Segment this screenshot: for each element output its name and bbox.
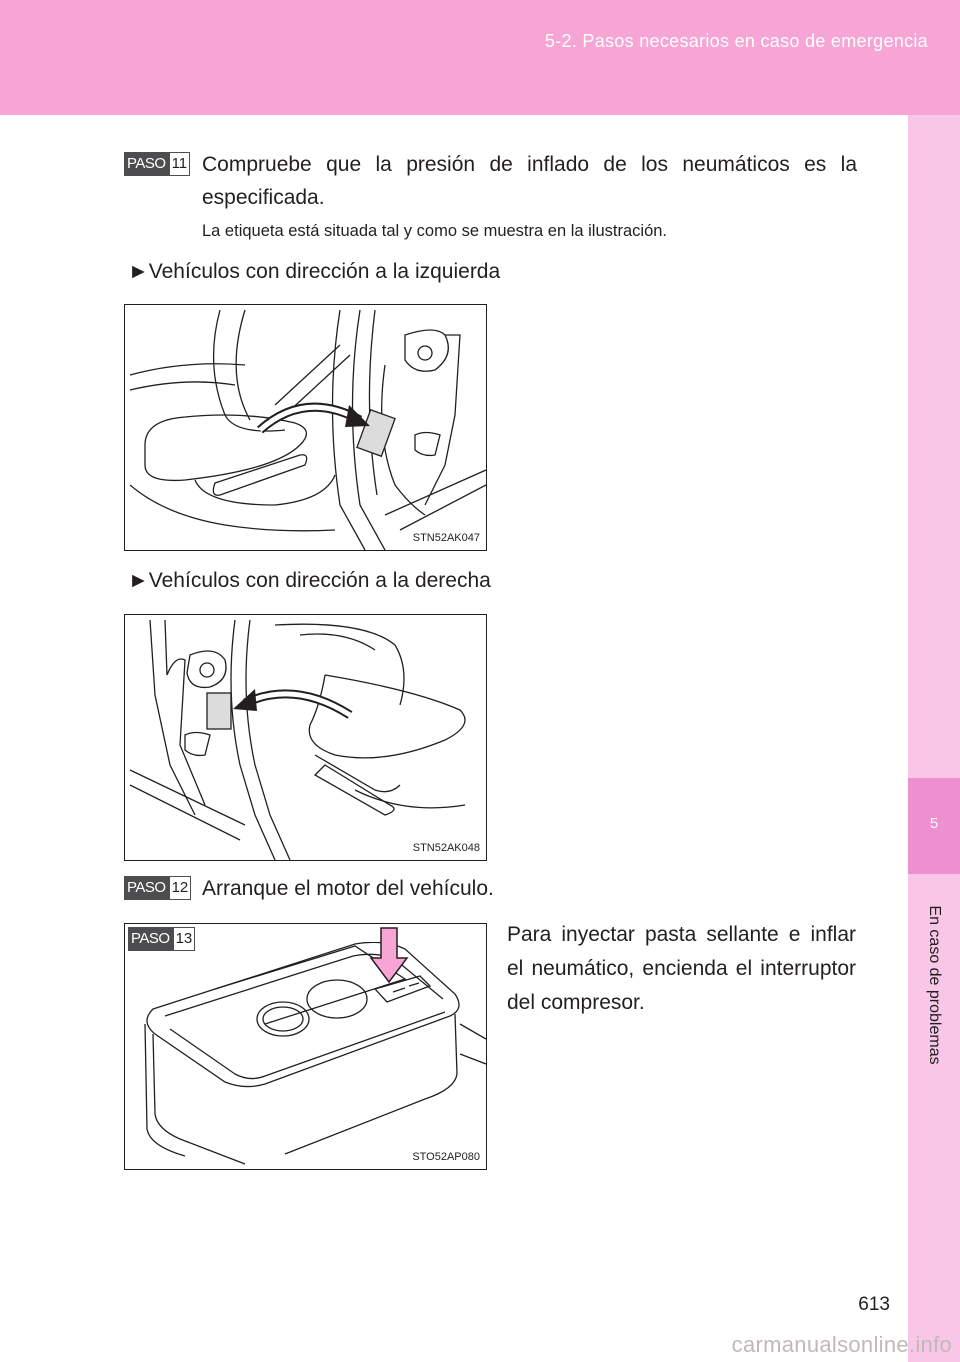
- door-pillar-label-illustration-icon: [125, 305, 486, 550]
- step-word: PASO: [128, 927, 173, 951]
- chapter-sidebar: [908, 115, 960, 1362]
- step-11-note: La etiqueta está situada tal y como se muestra en la ilustración.: [202, 222, 668, 240]
- figure-code: STN52AK048: [412, 842, 480, 854]
- compressor-switch-illustration-icon: [125, 924, 486, 1169]
- step-11-badge: [124, 152, 190, 176]
- door-pillar-label-illustration-icon: [125, 615, 486, 860]
- step-number: 12: [169, 876, 192, 900]
- section-title: 5-2. Pasos necesarios en caso de emergencia: [544, 31, 928, 51]
- step-13-text: Para inyectar pasta sellante e inflar el neumático, encienda el interruptor del compresor.: [507, 923, 856, 1014]
- chapter-number: 5: [929, 815, 939, 832]
- figure-code: STN52AK047: [412, 532, 480, 544]
- figure-compressor: [124, 923, 487, 1170]
- step-word: PASO: [124, 876, 169, 900]
- step-13-badge: [128, 927, 195, 951]
- variant-left-heading: ►Vehículos con dirección a la izquierda: [128, 260, 501, 283]
- figure-code: STO52AP080: [412, 1151, 480, 1163]
- chapter-label: En caso de problemas: [926, 905, 943, 1065]
- page-number: 613: [858, 1294, 890, 1315]
- step-word: PASO: [124, 152, 169, 176]
- step-number: 11: [169, 152, 191, 176]
- variant-right-heading: ►Vehículos con dirección a la derecha: [128, 569, 491, 592]
- step-12-badge: [124, 876, 191, 900]
- watermark[interactable]: carmanualsonline.info: [731, 1332, 952, 1357]
- figure-left-hand-drive: [124, 304, 487, 551]
- page-header: [0, 0, 960, 115]
- step-11-text: Compruebe que la presión de inflado de los neumáticos es la especificada.: [202, 153, 857, 209]
- chapter-tab[interactable]: [908, 778, 960, 874]
- step-12-text: Arranque el motor del vehículo.: [202, 877, 494, 900]
- figure-right-hand-drive: [124, 614, 487, 861]
- step-number: 13: [173, 927, 196, 951]
